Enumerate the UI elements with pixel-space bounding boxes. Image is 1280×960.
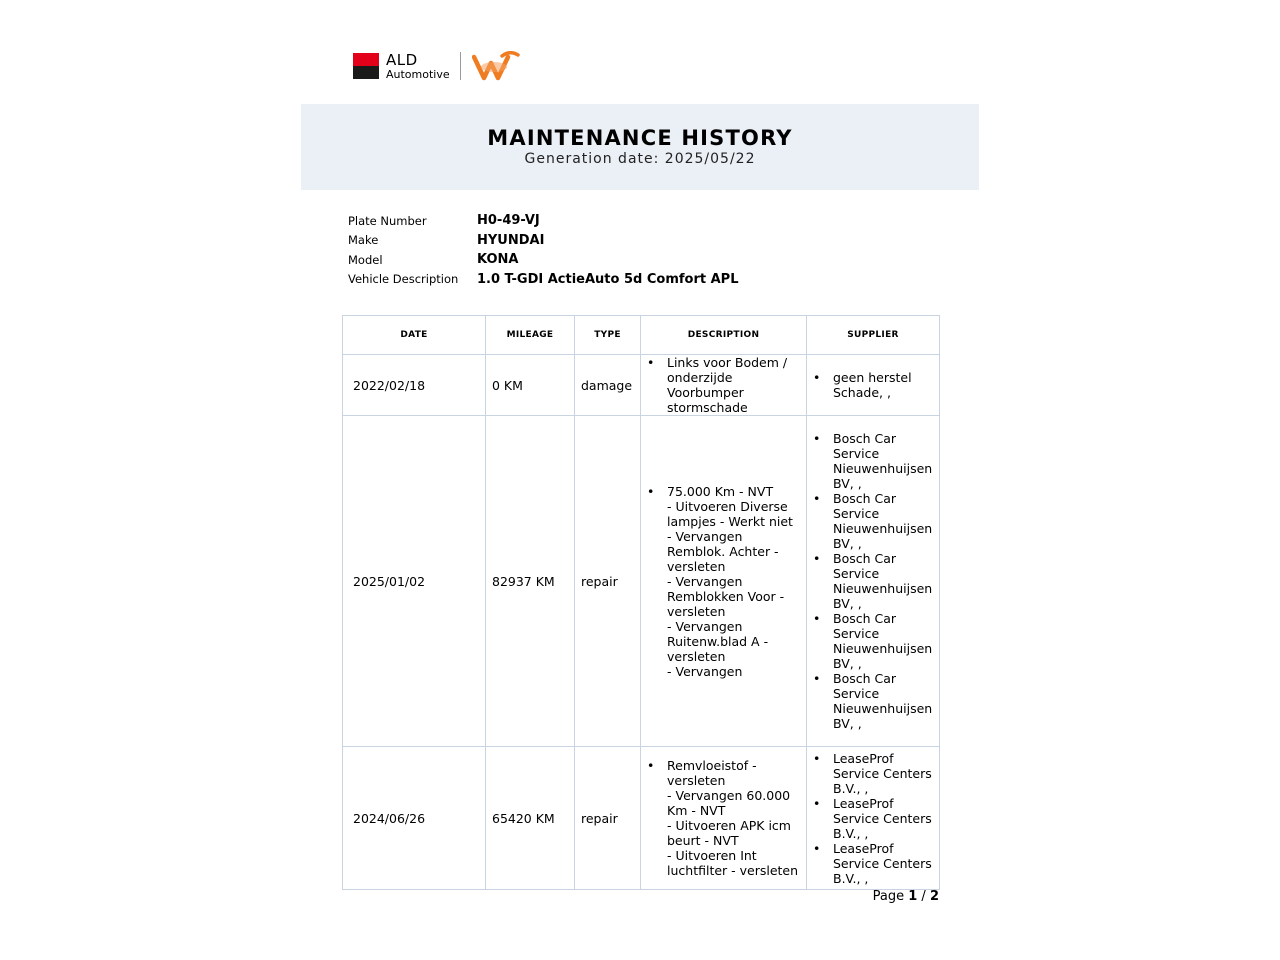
cell-description xyxy=(641,416,807,747)
make-row xyxy=(348,231,738,251)
page-separator: / xyxy=(921,889,926,904)
header-band xyxy=(301,104,979,190)
description-item: • 75.000 Km - NVT - Uitvoeren Diverse lampjes - Werkt niet - Vervangen Remblok. Achter - versleten - Vervangen Remblokken Voor - versleten - Vervangen Ruitenw.blad A - versleten - Vervangen xyxy=(647,484,802,679)
model-value: KONA xyxy=(477,252,519,268)
page-prefix: Page xyxy=(872,889,905,904)
supplier-item: • Bosch Car Service Nieuwenhuijsen BV, , xyxy=(813,551,935,611)
cell-date: 2022/02/18 xyxy=(343,355,486,416)
supplier-item: • Bosch Car Service Nieuwenhuijsen BV, , xyxy=(813,491,935,551)
supplier-item: • geen herstel Schade, , xyxy=(813,370,935,400)
ald-logo-mark xyxy=(353,53,379,79)
cell-mileage: 0 KM xyxy=(486,355,575,416)
page-current: 1 xyxy=(908,889,918,904)
supplier-item: • Bosch Car Service Nieuwenhuijsen BV, , xyxy=(813,431,935,491)
cell-description xyxy=(641,747,807,890)
cell-type: repair xyxy=(575,416,641,747)
description-list xyxy=(647,355,802,415)
vehicle-description-label: Vehicle Description xyxy=(348,272,459,287)
table-row xyxy=(343,355,940,416)
table-header-row xyxy=(343,316,940,355)
supplier-item: • LeaseProf Service Centers B.V., , xyxy=(813,796,935,841)
description-item: • Remvloeistof - versleten - Vervangen 60.000 Km - NVT - Uitvoeren APK icm beurt - NVT - Uitvoeren Int luchtfilter - versleten xyxy=(647,758,802,878)
cell-mileage: 65420 KM xyxy=(486,747,575,890)
cell-supplier xyxy=(807,747,940,890)
header-date: DATE xyxy=(343,316,486,355)
page-total: 2 xyxy=(929,889,939,904)
logo-divider xyxy=(460,52,461,80)
plate-value: H0-49-VJ xyxy=(477,213,540,229)
description-item: • Links voor Bodem / onderzijde Voorbumper stormschade xyxy=(647,355,802,415)
supplier-list xyxy=(813,431,935,731)
supplier-item: • LeaseProf Service Centers B.V., , xyxy=(813,841,935,886)
cell-mileage: 82937 KM xyxy=(486,416,575,747)
cell-type: damage xyxy=(575,355,641,416)
plate-row xyxy=(348,211,738,231)
header-description: DESCRIPTION xyxy=(641,316,807,355)
generation-date: Generation date: 2025/05/22 xyxy=(524,151,756,167)
page-indicator xyxy=(700,889,939,904)
description-list xyxy=(647,758,802,878)
description-list xyxy=(647,484,802,679)
vehicle-description-value: 1.0 T-GDI ActieAuto 5d Comfort APL xyxy=(477,271,739,287)
description-row xyxy=(348,270,738,290)
make-label: Make xyxy=(348,233,379,248)
cell-date: 2025/01/02 xyxy=(343,416,486,747)
page-title: MAINTENANCE HISTORY xyxy=(487,126,793,150)
table-row xyxy=(343,416,940,747)
maintenance-table xyxy=(342,315,940,890)
cell-type: repair xyxy=(575,747,641,890)
ald-logo-line1: ALD xyxy=(386,50,418,69)
ald-logo-line2: Automotive xyxy=(386,67,450,81)
supplier-item: • LeaseProf Service Centers B.V., , xyxy=(813,751,935,796)
supplier-list xyxy=(813,370,935,400)
supplier-item: • Bosch Car Service Nieuwenhuijsen BV, , xyxy=(813,611,935,671)
supplier-item: • Bosch Car Service Nieuwenhuijsen BV, , xyxy=(813,671,935,731)
plate-label: Plate Number xyxy=(348,213,427,228)
header-mileage: MILEAGE xyxy=(486,316,575,355)
header-type: TYPE xyxy=(575,316,641,355)
header-supplier: SUPPLIER xyxy=(807,316,940,355)
logo-row xyxy=(353,50,520,82)
cell-date: 2024/06/26 xyxy=(343,747,486,890)
make-value: HYUNDAI xyxy=(477,232,545,248)
model-row xyxy=(348,250,738,270)
ald-logo-text xyxy=(386,50,450,81)
cell-supplier xyxy=(807,355,940,416)
table-row xyxy=(343,747,940,890)
leaseplan-logo-icon xyxy=(472,51,520,81)
model-label: Model xyxy=(348,252,383,267)
vehicle-info xyxy=(348,211,738,289)
cell-description xyxy=(641,355,807,416)
cell-supplier xyxy=(807,416,940,747)
supplier-list xyxy=(813,751,935,886)
